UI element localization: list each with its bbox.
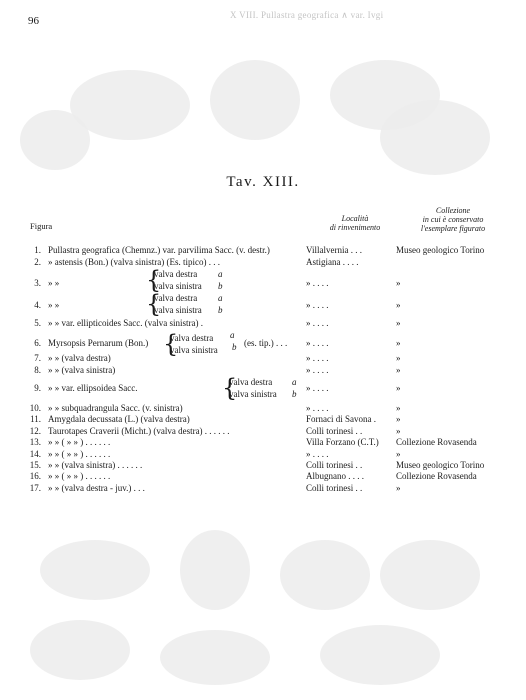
brace-icon: { bbox=[146, 290, 162, 318]
figure-number: 14. bbox=[29, 449, 41, 459]
brace-line: valva sinistra bbox=[154, 281, 202, 291]
brace-line: valva sinistra bbox=[154, 305, 202, 315]
bleed-shape bbox=[160, 630, 270, 685]
collection: » bbox=[396, 426, 401, 436]
locality: » . . . . bbox=[306, 318, 329, 328]
figure-description: » » subquadrangula Sacc. (v. sinistra) bbox=[48, 403, 183, 413]
figure-description: Taurotapes Craverii (Micht.) (valva destra) . . . . . . bbox=[48, 426, 230, 436]
collection: Museo geologico Torino bbox=[396, 460, 485, 470]
figure-description: » » (valva destra - juv.) . . . bbox=[48, 483, 145, 493]
collezione-line: l'esemplare figurato bbox=[420, 224, 486, 233]
brace-line: valva sinistra bbox=[170, 345, 218, 355]
brace-icon: { bbox=[163, 330, 179, 358]
collection: » bbox=[396, 414, 401, 424]
figure-description: Myrsopsis Pernarum (Bon.) bbox=[48, 338, 149, 348]
locality: » . . . . bbox=[306, 278, 329, 288]
figure-description: » » (valva destra) bbox=[48, 353, 111, 363]
figure-description: Amygdala decussata (L.) (valva destra) bbox=[48, 414, 190, 424]
figure-number: 7. bbox=[34, 353, 41, 363]
locality: Albugnano . . . . bbox=[306, 471, 364, 481]
plate-title: Tav. XIII. bbox=[226, 174, 300, 190]
figure-number: 5. bbox=[34, 318, 41, 328]
figure-number: 2. bbox=[34, 257, 41, 267]
collection: Collezione Rovasenda bbox=[396, 471, 477, 481]
figure-number: 11. bbox=[30, 414, 41, 424]
collection: » bbox=[396, 449, 401, 459]
figure-number: 16. bbox=[29, 471, 41, 481]
brace-line: valva destra bbox=[229, 377, 273, 387]
figure-number: 10. bbox=[29, 403, 41, 413]
table-row bbox=[0, 352, 526, 364]
collection: » bbox=[396, 383, 401, 393]
brace-icon: { bbox=[222, 374, 238, 402]
brace-mark: b bbox=[292, 389, 297, 399]
collezione-line: Collezione bbox=[435, 206, 471, 215]
bleed-shape bbox=[210, 60, 300, 140]
collection: » bbox=[396, 338, 401, 348]
bleed-shape bbox=[320, 625, 440, 685]
bleed-shape bbox=[380, 100, 490, 175]
localita-line: Località bbox=[341, 214, 369, 223]
locality: » . . . . bbox=[306, 300, 329, 310]
figure-description: » » var. ellipticoides Sacc. (valva sinistra) . bbox=[48, 318, 203, 328]
locality: Villalvernia . . . bbox=[306, 245, 362, 255]
collezione-line: in cui è conservato bbox=[422, 215, 484, 224]
bleed-shape bbox=[180, 530, 250, 610]
column-header-collezione bbox=[392, 206, 514, 233]
figure-number: 1. bbox=[34, 245, 41, 255]
figure-number: 17. bbox=[29, 483, 41, 493]
bleed-shape bbox=[40, 540, 150, 600]
collection: » bbox=[396, 353, 401, 363]
figure-number: 15. bbox=[29, 460, 41, 470]
brace-mark: b bbox=[232, 342, 237, 352]
bleed-shape bbox=[30, 620, 130, 680]
brace-mark: a bbox=[218, 293, 223, 303]
bleed-shape bbox=[380, 540, 480, 610]
figure-description: » » (valva sinistra) . . . . . . bbox=[48, 460, 143, 470]
brace-line: valva destra bbox=[154, 293, 198, 303]
collection: » bbox=[396, 483, 401, 493]
figure-description: Pullastra geografica (Chemnz.) var. parvilima Sacc. (v. destr.) bbox=[48, 245, 270, 255]
figure-description: » » ( » » ) . . . . . . bbox=[48, 471, 111, 481]
figure-description: » astensis (Bon.) (valva sinistra) (Es. tipico) . . . bbox=[48, 257, 220, 267]
collection: Museo geologico Torino bbox=[396, 245, 485, 255]
table-row bbox=[0, 317, 526, 329]
locality: Colli torinesi . . bbox=[306, 426, 363, 436]
brace-mark: a bbox=[218, 269, 223, 279]
table-row bbox=[0, 364, 526, 376]
collection: Collezione Rovasenda bbox=[396, 437, 477, 447]
locality: Fornaci di Savona . bbox=[306, 414, 376, 424]
column-header-figura: Figura bbox=[30, 221, 53, 231]
column-header-localita bbox=[310, 214, 400, 232]
brace-note: (es. tip.) . . . bbox=[244, 338, 288, 348]
brace-line: valva destra bbox=[154, 269, 198, 279]
figure-description: » » var. ellipsoidea Sacc. bbox=[48, 383, 138, 393]
bleed-shape bbox=[20, 110, 90, 170]
figure-number: 12. bbox=[29, 426, 41, 436]
brace-icon: { bbox=[146, 266, 162, 294]
collection: » bbox=[396, 300, 401, 310]
collection: » bbox=[396, 278, 401, 288]
locality: » . . . . bbox=[306, 338, 329, 348]
figure-number: 3. bbox=[34, 278, 41, 288]
locality: Colli torinesi . . bbox=[306, 460, 363, 470]
figure-description: » » (valva sinistra) bbox=[48, 365, 116, 375]
table-row bbox=[0, 436, 526, 448]
brace-line: valva destra bbox=[170, 333, 214, 343]
table-row bbox=[0, 244, 526, 256]
locality: » . . . . bbox=[306, 403, 329, 413]
collection: » bbox=[396, 365, 401, 375]
brace-line: valva sinistra bbox=[229, 389, 277, 399]
figure-number: 9. bbox=[34, 383, 41, 393]
figure-number: 4. bbox=[34, 300, 41, 310]
brace-mark: a bbox=[292, 377, 297, 387]
locality: Colli torinesi . . bbox=[306, 483, 363, 493]
table-row bbox=[0, 470, 526, 482]
collection: » bbox=[396, 318, 401, 328]
locality: » . . . . bbox=[306, 383, 329, 393]
brace-mark: b bbox=[218, 305, 223, 315]
collection: » bbox=[396, 403, 401, 413]
figure-description: » » ( » » ) . . . . . . bbox=[48, 449, 111, 459]
locality: » . . . . bbox=[306, 449, 329, 459]
figure-description: » » bbox=[48, 300, 60, 310]
brace-mark: b bbox=[218, 281, 223, 291]
bleed-through-text: X VIII. Pullastra geografica ∧ var. Ivgi bbox=[230, 10, 384, 20]
locality: » . . . . bbox=[306, 365, 329, 375]
table-row bbox=[0, 413, 526, 425]
table-row bbox=[0, 277, 526, 289]
figure-number: 13. bbox=[29, 437, 41, 447]
locality: » . . . . bbox=[306, 353, 329, 363]
locality: Astigiana . . . . bbox=[306, 257, 359, 267]
table-row bbox=[0, 256, 526, 268]
locality: Villa Forzano (C.T.) bbox=[306, 437, 379, 447]
bleed-shape bbox=[280, 540, 370, 610]
page-number: 96 bbox=[28, 15, 39, 27]
figure-number: 6. bbox=[34, 338, 41, 348]
localita-line: di rinvenimento bbox=[329, 223, 381, 232]
table-row bbox=[0, 299, 526, 311]
figure-description: » » bbox=[48, 278, 60, 288]
brace-mark: a bbox=[230, 330, 235, 340]
figure-description: » » ( » » ) . . . . . . bbox=[48, 437, 111, 447]
table-row bbox=[0, 482, 526, 494]
figure-number: 8. bbox=[34, 365, 41, 375]
